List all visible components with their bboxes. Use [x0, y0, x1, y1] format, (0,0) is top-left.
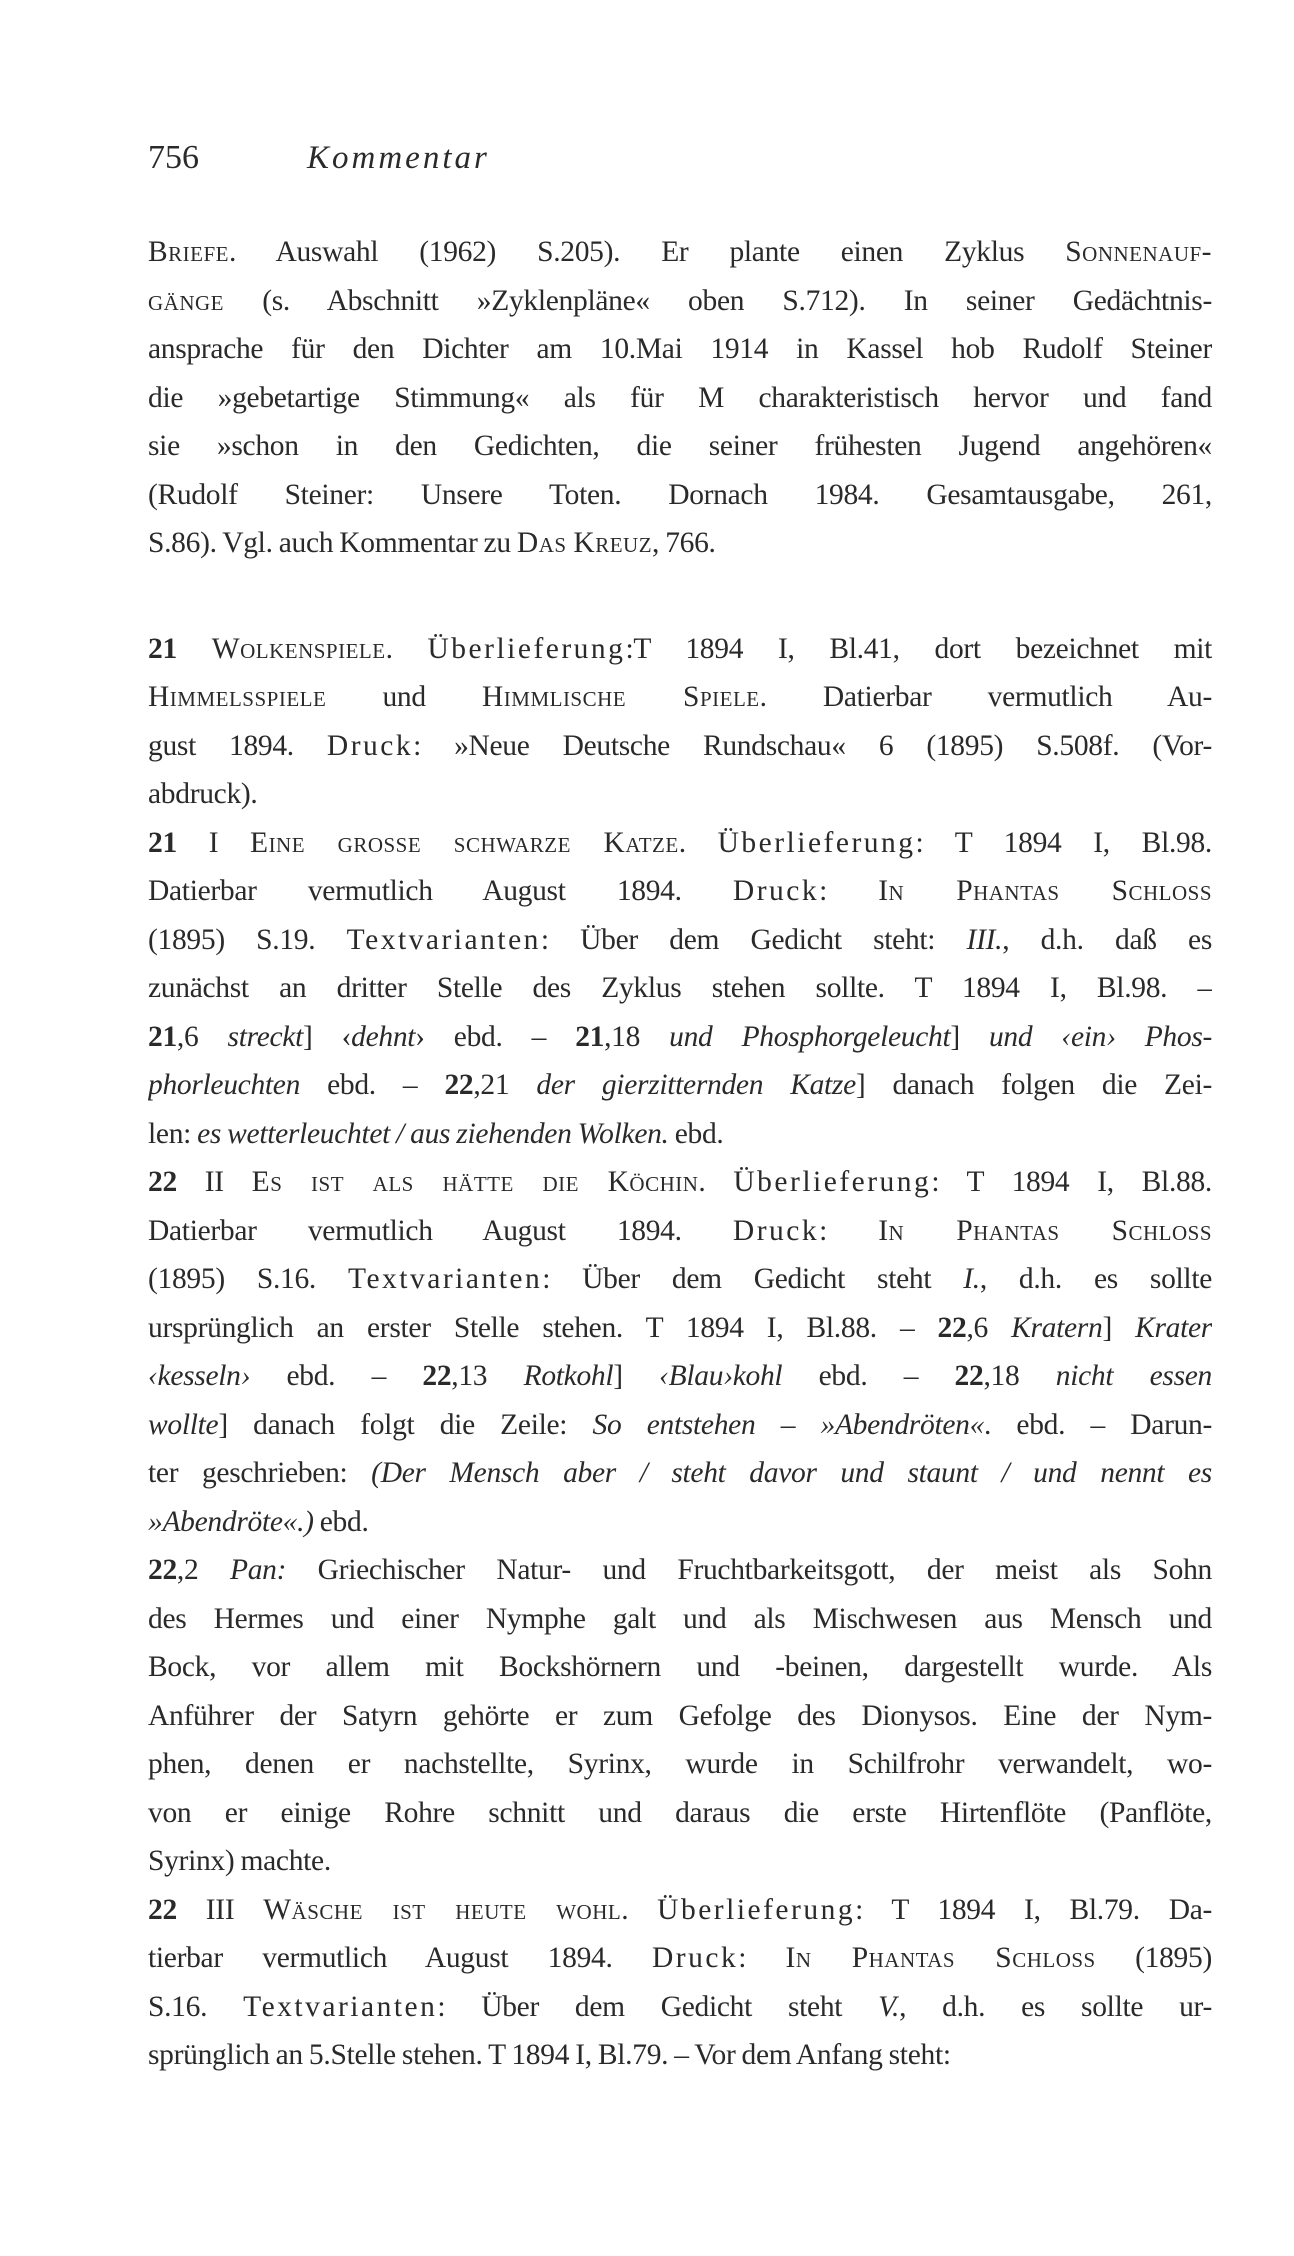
text-run: :	[738, 1942, 786, 1974]
quoted-variant: ‹Blau›kohl	[659, 1360, 783, 1392]
entry-22-iii-first-line	[148, 1886, 1212, 1935]
text-line	[148, 1643, 1212, 1692]
text-run: S.16.	[148, 1990, 244, 2023]
text-run: und	[326, 681, 482, 713]
text-run: Griechischer Natur- und Fruchtbarkeitsgott, der meist als Sohn	[286, 1554, 1212, 1586]
text-line	[148, 1352, 1212, 1401]
text-run: sprünglich an 5.Stelle stehen. T 1894 I, Bl.79. – Vor dem Anfang steht:	[148, 2039, 951, 2071]
text-run: (s. Abschnitt »Zyklenpläne« oben S.712). In seiner Gedächtnis-	[224, 284, 1212, 317]
line-reference: 21	[148, 826, 177, 859]
text-run: , d.h. es sollte	[979, 1263, 1212, 1295]
text-run: Anführer der Satyrn gehörte er zum Gefolge des Dionysos. Eine der Nym-	[148, 1699, 1212, 1732]
title-small-caps: Sonnenauf-	[1065, 236, 1212, 268]
text-line	[148, 277, 1212, 326]
text-run: Bock, vor allem mit Bockshörnern und -beinen, dargestellt wurde. Als	[148, 1651, 1212, 1683]
text-run: ] ‹	[302, 1020, 352, 1053]
text-run: .	[678, 826, 718, 859]
text-run: II	[176, 1166, 252, 1198]
text-line	[148, 1789, 1212, 1838]
text-line	[148, 1207, 1212, 1256]
text-run: : »Neue Deutsche Rundschau« 6 (1895) S.508f. (Vor-	[413, 729, 1212, 762]
text-run: des Hermes und einer Nymphe galt und als Mischwesen aus Mensch und	[148, 1602, 1212, 1635]
quoted-variant: nicht essen	[1055, 1360, 1212, 1392]
text-run: › ebd. –	[415, 1020, 576, 1053]
line-reference: 22	[937, 1311, 967, 1344]
text-run: :	[819, 1214, 879, 1247]
quoted-variant: phorleuchten	[148, 1069, 301, 1101]
quoted-variant: der gierzitternden Katze	[536, 1069, 856, 1101]
title-small-caps: Eine grosse schwarze Katze	[250, 826, 679, 859]
running-head-title: Kommentar	[307, 140, 490, 176]
title-small-caps: In Phantas Schloss	[785, 1942, 1096, 1974]
line-reference: 21	[575, 1020, 605, 1053]
text-line	[148, 1595, 1212, 1644]
title-small-caps: Himmelsspiele	[148, 681, 327, 713]
text-line	[148, 1255, 1212, 1304]
quoted-variant: III.	[966, 923, 1003, 956]
section-label: Textvarianten	[346, 923, 541, 956]
text-run: ebd. –	[782, 1360, 955, 1392]
text-line	[148, 1498, 1212, 1547]
text-run: :T 1894 I, Bl.41, dort bezeichnet mit	[625, 632, 1212, 665]
entry-22-ii-first-line	[148, 1158, 1212, 1207]
text-run: ebd. –	[250, 1360, 423, 1392]
text-line	[148, 916, 1212, 965]
text-run: zunächst an dritter Stelle des Zyklus stehen sollte. T 1894 I, Bl.98. –	[148, 972, 1212, 1004]
text-run: :	[819, 875, 879, 907]
text-line	[148, 867, 1212, 916]
text-run: III	[176, 1893, 264, 1926]
text-run: : T 1894 I, Bl.88.	[931, 1166, 1212, 1198]
entry-21-first-line	[148, 625, 1212, 674]
text-run: S.86). Vgl. auch Kommentar zu	[148, 527, 517, 559]
title-small-caps: Das Kreuz	[516, 527, 653, 559]
text-run: (1895)	[1095, 1942, 1212, 1974]
page-number: 756	[148, 139, 199, 176]
text-run: : Über dem Gedicht steht	[437, 1990, 879, 2023]
quoted-variant: Rotkohl	[523, 1360, 614, 1392]
text-line	[148, 1740, 1212, 1789]
title-small-caps: Himmlische Spiele	[481, 681, 760, 713]
quoted-variant: Pan:	[229, 1554, 287, 1586]
text-line	[148, 1983, 1212, 2032]
text-run: sie »schon in den Gedichten, die seiner frühesten Jugend angehören«	[148, 430, 1212, 462]
paragraph-gap	[148, 568, 1212, 625]
text-run: ,13	[451, 1360, 524, 1392]
quoted-variant: Kratern	[1011, 1311, 1103, 1344]
text-run: ]	[613, 1360, 660, 1392]
section-label: Druck	[326, 729, 414, 762]
text-line	[148, 422, 1212, 471]
text-line	[148, 1061, 1212, 1110]
title-small-caps: In Phantas Schloss	[878, 1214, 1212, 1247]
title-small-caps: In Phantas Schloss	[878, 875, 1212, 907]
section-label: Überlieferung	[427, 632, 626, 665]
section-label: Textvarianten	[347, 1263, 543, 1295]
quoted-variant: Krater	[1135, 1311, 1212, 1344]
quoted-variant: I.	[963, 1263, 980, 1295]
text-line	[148, 1837, 1212, 1886]
text-line	[148, 1401, 1212, 1450]
text-run: Syrinx) machte.	[148, 1845, 331, 1877]
section-label: Druck	[732, 875, 820, 907]
quoted-variant: streckt	[227, 1020, 303, 1053]
text-line	[148, 1692, 1212, 1741]
text-run: ebd.	[313, 1505, 369, 1538]
text-run	[177, 633, 212, 665]
quoted-variant: »Abendröte«.)	[148, 1505, 314, 1538]
section-label: Druck	[651, 1942, 739, 1974]
text-line	[148, 519, 1212, 568]
line-reference: 22	[444, 1069, 474, 1101]
title-small-caps: Wäsche ist heute wohl	[263, 1893, 622, 1926]
text-line	[148, 1013, 1212, 1062]
section-label: Überlieferung	[733, 1166, 932, 1198]
text-run: (Rudolf Steiner: Unsere Toten. Dornach 1984. Gesamtausgabe, 261,	[148, 478, 1212, 511]
text-line	[148, 1110, 1212, 1159]
commentary-body	[148, 228, 1212, 2080]
section-label: Überlieferung	[717, 826, 916, 859]
text-run: . Datierbar vermutlich Au-	[759, 681, 1212, 713]
section-label: Überlieferung	[657, 1893, 856, 1926]
text-run: .	[385, 632, 428, 665]
text-run: ebd.	[668, 1117, 724, 1150]
text-line	[148, 964, 1212, 1013]
line-reference: 21	[148, 632, 177, 665]
text-line	[148, 722, 1212, 771]
text-run: : Über dem Gedicht steht:	[540, 923, 967, 956]
text-line	[148, 2031, 1212, 2080]
title-small-caps: Briefe	[148, 236, 230, 268]
text-run: ter geschrieben:	[148, 1457, 372, 1489]
text-line	[148, 1934, 1212, 1983]
text-line	[148, 673, 1212, 722]
text-run: , d.h. daß es	[1002, 923, 1212, 956]
text-run: ansprache für den Dichter am 10.Mai 1914 in Kassel hob Rudolf Steiner	[148, 333, 1212, 365]
text-run: ebd. –	[300, 1069, 445, 1101]
text-run: ,6	[176, 1020, 228, 1053]
text-run: phen, denen er nachstellte, Syrinx, wurde in Schilfrohr verwandelt, wo-	[148, 1748, 1212, 1780]
text-run: .	[621, 1893, 658, 1926]
text-run: von er einige Rohre schnitt und daraus die erste Hirtenflöte (Panflöte,	[148, 1796, 1212, 1829]
text-line	[148, 1304, 1212, 1353]
section-label: Textvarianten	[243, 1990, 438, 2023]
line-reference: 22	[954, 1360, 984, 1392]
section-label: Druck	[732, 1214, 820, 1247]
text-run: , d.h. es sollte ur-	[899, 1990, 1212, 2023]
title-small-caps: Es ist als hätte die Köchin	[251, 1166, 699, 1198]
text-run: ,21	[473, 1069, 537, 1101]
text-run: gust 1894.	[148, 729, 327, 762]
line-reference: 21	[148, 1020, 177, 1053]
text-line	[148, 471, 1212, 520]
text-run: (1895) S.19.	[148, 923, 347, 956]
quoted-variant: (Der Mensch aber / steht davor und staunt / und nennt es	[371, 1457, 1212, 1489]
text-run: ] danach folgt die Zeile:	[218, 1408, 593, 1441]
text-run: I	[176, 826, 251, 859]
text-run: : T 1894 I, Bl.79. Da-	[855, 1893, 1212, 1926]
line-reference: 22	[148, 1893, 177, 1926]
text-line	[148, 1449, 1212, 1498]
text-run: ]	[950, 1020, 989, 1053]
quoted-variant: V.	[878, 1990, 900, 2023]
text-run: ,2	[176, 1554, 230, 1586]
quoted-variant: und Phosphorgeleucht	[669, 1020, 951, 1053]
text-run: Datierbar vermutlich August 1894.	[148, 1214, 733, 1247]
quoted-variant: es wetterleuchtet / aus ziehenden Wolken.	[197, 1117, 669, 1150]
text-run: : T 1894 I, Bl.98.	[915, 826, 1212, 859]
text-run: : Über dem Gedicht steht	[542, 1263, 964, 1295]
text-run: Datierbar vermutlich August 1894.	[148, 875, 733, 907]
quoted-variant: wollte	[148, 1408, 219, 1441]
quoted-variant: So entstehen – »Abendröten«	[592, 1408, 985, 1441]
text-run: ursprünglich an erster Stelle stehen. T 1894 I, Bl.88. –	[148, 1311, 938, 1344]
quoted-variant: dehnt	[351, 1020, 416, 1053]
line-reference: 22	[148, 1166, 177, 1198]
text-run: ,18	[983, 1360, 1056, 1392]
quoted-variant: und ‹ein› Phos-	[988, 1020, 1212, 1053]
line-reference: 22	[148, 1554, 177, 1586]
text-run: ]	[1102, 1311, 1136, 1344]
title-small-caps: gänge	[148, 284, 224, 317]
text-run: ,6	[966, 1311, 1012, 1344]
text-line	[148, 325, 1212, 374]
text-run: ,18	[604, 1020, 670, 1053]
text-run: abdruck).	[148, 778, 258, 810]
text-line	[148, 770, 1212, 819]
text-run: . Auswahl (1962) S.205). Er plante einen Zyklus	[229, 236, 1066, 268]
running-header	[148, 133, 1212, 183]
text-run: tierbar vermutlich August 1894.	[148, 1942, 652, 1974]
text-line	[148, 374, 1212, 423]
text-run: len:	[148, 1117, 198, 1150]
text-run: die »gebetartige Stimmung« als für M charakteristisch hervor und fand	[148, 381, 1212, 414]
entry-21-i-first-line	[148, 819, 1212, 868]
text-run: , 766.	[652, 527, 716, 559]
text-line	[148, 228, 1212, 277]
quoted-variant: ‹kesseln›	[148, 1360, 251, 1392]
text-run: ] danach folgen die Zei-	[855, 1069, 1212, 1101]
text-run: . ebd. – Darun-	[984, 1408, 1212, 1441]
line-reference: 22	[422, 1360, 452, 1392]
entry-22-2-first-line	[148, 1546, 1212, 1595]
text-run: .	[698, 1166, 734, 1198]
text-run: (1895) S.16.	[148, 1263, 348, 1295]
title-small-caps: Wolkenspiele	[211, 632, 386, 665]
